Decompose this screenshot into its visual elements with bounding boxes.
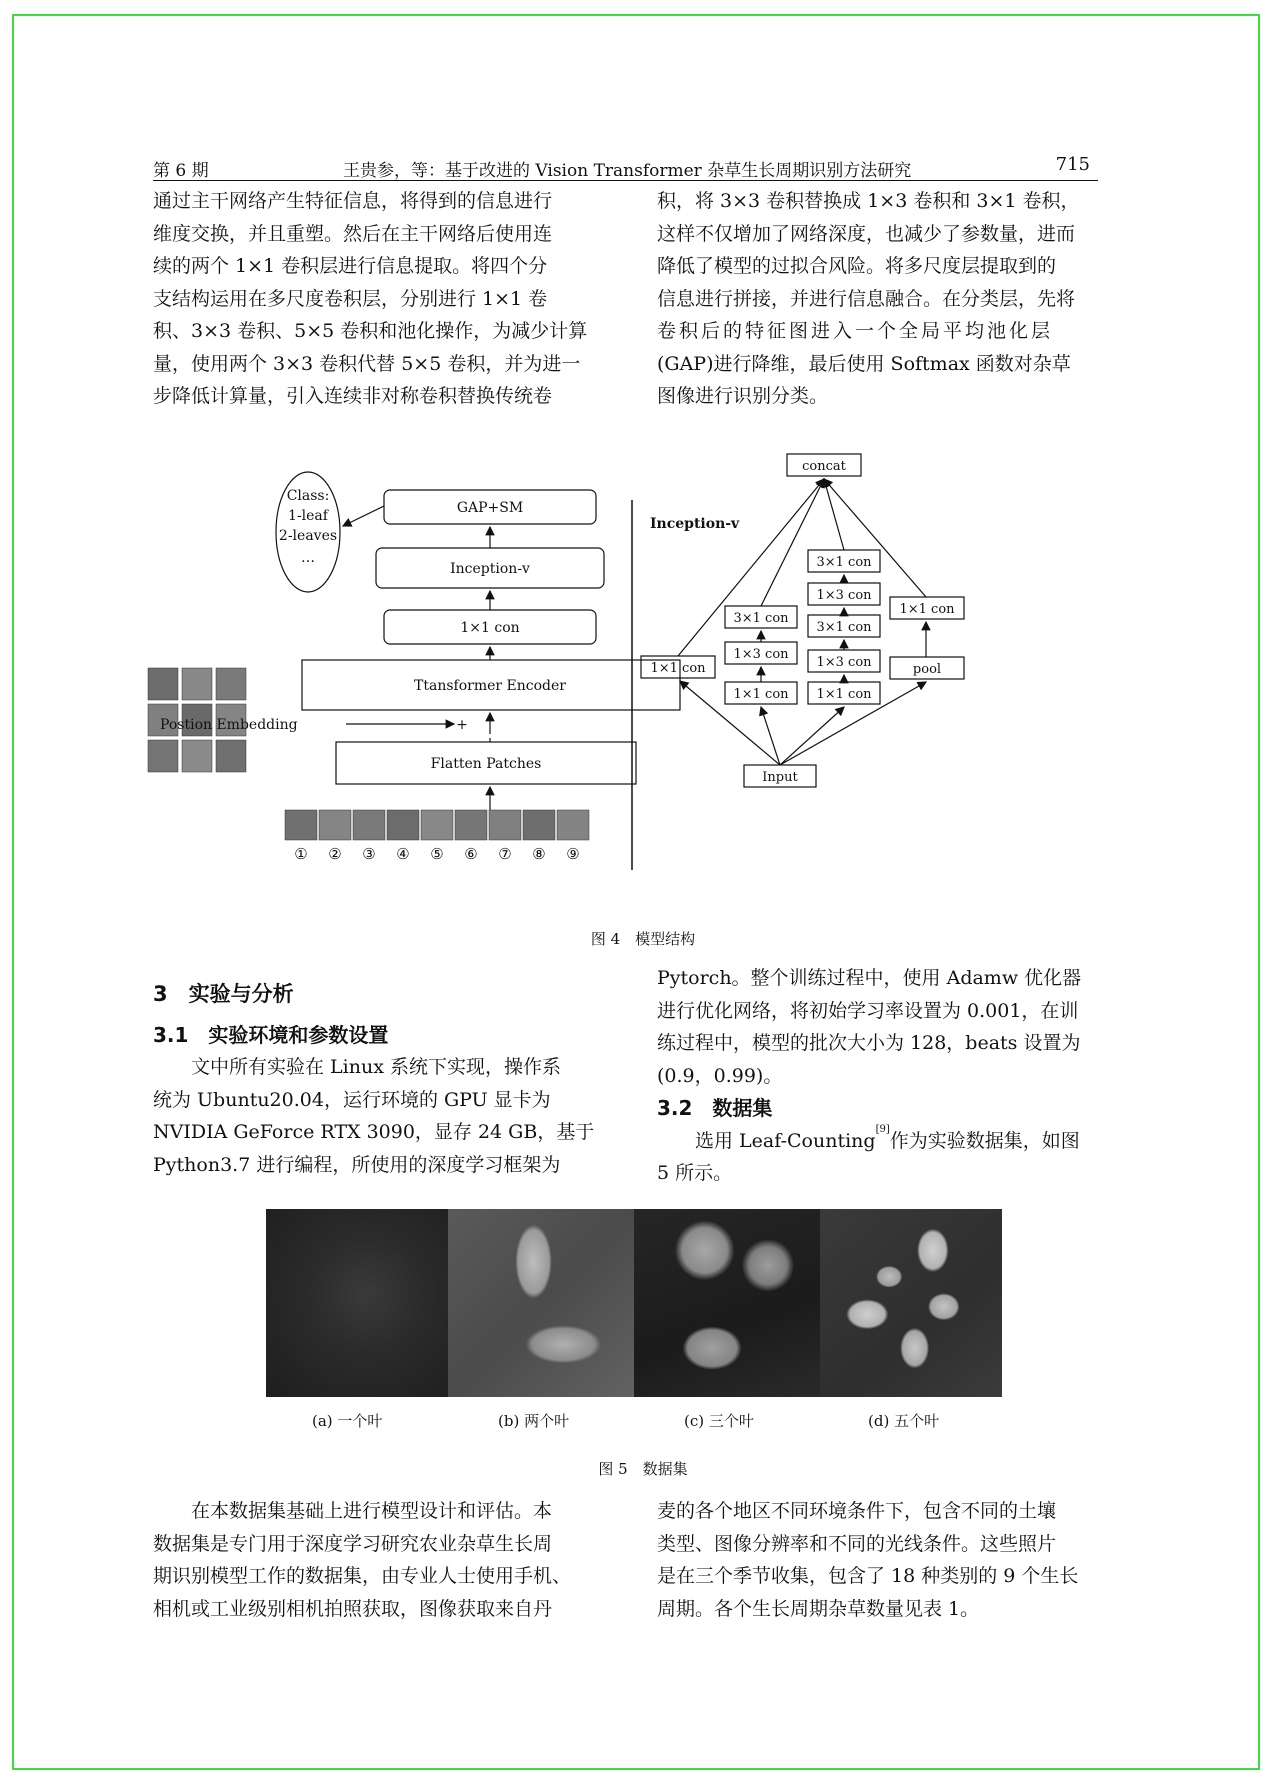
branch3-label: 1×3 con [816,655,872,670]
issue-number: 第 6 期 [153,161,209,181]
branch2-label: 1×3 con [733,647,789,662]
text-line: 量，使用两个 3×3 卷积代替 5×5 卷积，并为进一 [153,352,581,375]
branch3-label: 1×3 con [816,588,872,603]
patch-number: ⑤ [430,845,444,863]
dataset-photo-c [634,1209,820,1397]
text-line: 积，将 3×3 卷积替换成 1×3 卷积和 3×1 卷积， [657,190,1080,212]
bottom-left-column [153,1495,611,1625]
patch-number: ⑦ [498,845,512,863]
top-right-column [657,185,1115,413]
text-line: 信息进行拼接，并进行信息融合。在分类层，先将 [657,287,1076,310]
inception-label: Inception-v [450,561,530,577]
text-line: 卷积后的特征图进入一个全局平均池化层 [657,320,1054,342]
patch-number: ⑥ [464,845,478,863]
text-line: 续的两个 1×1 卷积层进行信息提取。将四个分 [153,255,548,277]
text-line: 5 所示。 [657,1162,733,1184]
dataset-photo-d [820,1209,1002,1397]
branch1-label: 1×1 con [650,661,706,676]
patch-number: ⑧ [532,845,546,863]
branch4-label: pool [912,662,942,677]
class-label: 2-leaves [278,528,338,544]
text-line: 周期。各个生长周期杂草数量见表 1。 [657,1597,980,1620]
subcaption-c: (c) 三个叶 [684,1412,754,1430]
section-heading: 3 实验与分析 [153,982,294,1006]
text-line: 麦的各个地区不同环境条件下，包含不同的土壤 [657,1500,1057,1522]
bottom-right-column [657,1495,1115,1625]
text-line: 数据集是专门用于深度学习研究农业杂草生长周 [153,1532,553,1555]
class-label: … [301,550,315,566]
subcaption-a: (a) 一个叶 [312,1412,383,1430]
text-line: (GAP)进行降维，最后使用 Softmax 函数对杂草 [657,352,1071,375]
branch3-label: 3×1 con [816,555,872,570]
input-label: Input [762,770,798,785]
text-line: 类型、图像分辨率和不同的光线条件。这些照片 [657,1532,1057,1555]
branch2-label: 3×1 con [733,611,789,626]
patch-number: ③ [362,845,376,863]
flatten-label: Flatten Patches [430,756,542,772]
patch-number: ① [294,845,308,863]
header-title: 王贵参，等：基于改进的 Vision Transformer 杂草生长周期识别方法研究 [343,161,912,181]
text-line: 图像进行识别分类。 [657,385,829,407]
text-line: 通过主干网络产生特征信息，将得到的信息进行 [153,190,553,212]
text-line: 是在三个季节收集，包含了 18 种类别的 9 个生长 [657,1565,1079,1587]
subcaption-b: (b) 两个叶 [498,1412,570,1430]
conv1x1-label: 1×1 con [460,620,520,636]
text-line: Pytorch。整个训练过程中，使用 Adamw 优化器 [657,967,1082,989]
text-line: 积、3×3 卷积、5×5 卷积和池化操作，为减少计算 [153,320,588,342]
class-label: 1-leaf [288,508,328,524]
dataset-photo-b [448,1209,634,1397]
page-number: 715 [1055,154,1090,175]
subsection-heading: 3.2 数据集 [657,1096,773,1120]
text-line: 进行优化网络，将初始学习率设置为 0.001，在训 [657,999,1079,1022]
text-line [657,1125,1115,1158]
text-line: 步降低计算量，引入连续非对称卷积替换传统卷 [153,385,553,407]
patch-row [285,810,589,840]
class-label: Class: [286,488,330,504]
subcaption-d: (d) 五个叶 [868,1412,940,1430]
text-line: 文中所有实验在 Linux 系统下实现，操作系 [191,1056,561,1078]
text-line: 维度交换，并且重塑。然后在主干网络后使用连 [153,222,553,245]
figure-5-caption: 图 5 数据集 [598,1460,688,1478]
text-line: 在本数据集基础上进行模型设计和评估。本 [191,1500,553,1522]
position-embedding-label: Postion Embedding [160,717,298,733]
patch-number: ⑨ [566,845,580,863]
text-span: 选用 Leaf-Counting [695,1129,876,1152]
text-span: 作为实验数据集，如图 [889,1129,1080,1152]
text-line: 期识别模型工作的数据集，由专业人士使用手机、 [153,1565,572,1587]
text-line: (0.9，0.99)。 [657,1064,783,1087]
encoder-label: Ttansformer Encoder [414,678,566,694]
concat-label: concat [802,459,846,474]
figure-4-model-diagram [160,459,1120,900]
branch3-label: 1×1 con [816,687,872,702]
dataset-photo-a [266,1209,448,1397]
branch4-label: 1×1 con [899,602,955,617]
text-line: 降低了模型的过拟合风险。将多尺度层提取到的 [657,255,1057,277]
section3-left-column [153,978,611,1181]
section3-right-column [657,962,1115,1190]
inception-v-title: Inception-v [650,516,740,532]
running-header [153,152,1098,181]
text-line: 这样不仅增加了网络深度，也减少了参数量，进而 [657,222,1076,245]
text-line: 统为 Ubuntu20.04，运行环境的 GPU 显卡为 [153,1088,551,1111]
branch3-label: 3×1 con [816,620,872,635]
text-line: 相机或工业级别相机拍照获取，图像获取来自丹 [153,1597,553,1620]
citation-ref: [9] [875,1123,890,1135]
plus-sign: + [456,717,468,733]
gap-sm-label: GAP+SM [456,500,524,516]
text-line: 支结构运用在多尺度卷积层，分别进行 1×1 卷 [153,287,548,310]
text-line: NVIDIA GeForce RTX 3090，显存 24 GB，基于 [153,1121,595,1143]
patch-number: ② [328,845,342,863]
text-line: Python3.7 进行编程，所使用的深度学习框架为 [153,1153,561,1176]
patch-number: ④ [396,845,410,863]
top-left-column [153,185,611,413]
figure-4-caption: 图 4 模型结构 [590,930,696,948]
text-line: 练过程中，模型的批次大小为 128，beats 设置为 [657,1032,1081,1054]
branch2-label: 1×1 con [733,687,789,702]
subsection-heading: 3.1 实验环境和参数设置 [153,1022,389,1047]
